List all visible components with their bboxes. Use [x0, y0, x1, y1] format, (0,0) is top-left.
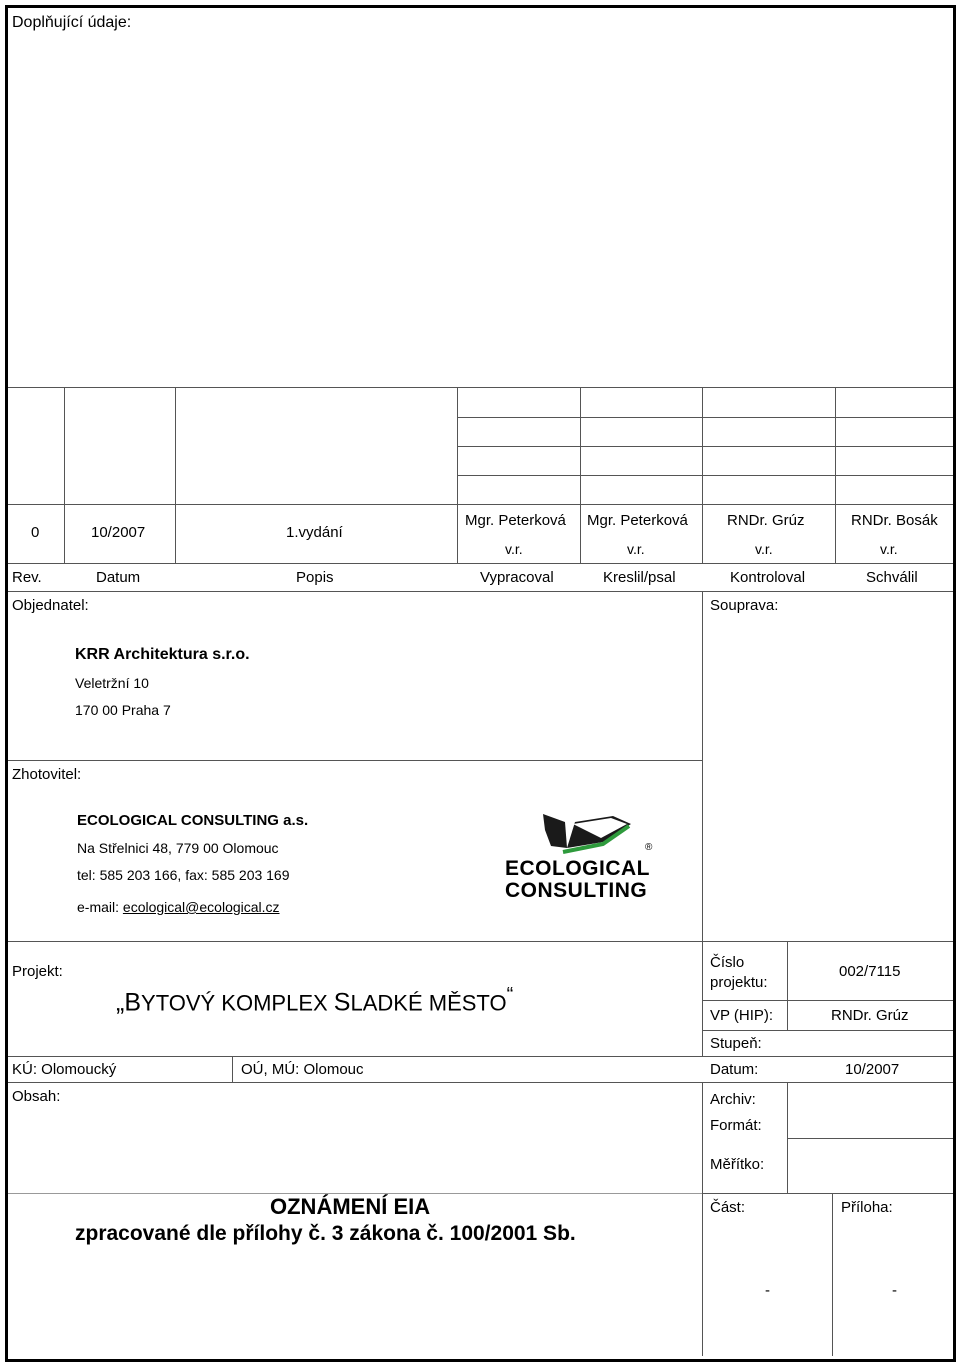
project-label: Projekt: [12, 963, 63, 980]
annex-label: Příloha: [841, 1199, 893, 1216]
header-prepared: Vypracoval [480, 569, 554, 586]
contractor-email-row [77, 900, 280, 914]
rev-drawn-by: Mgr. Peterková [587, 512, 688, 529]
archive-label: Archiv: [710, 1091, 756, 1108]
header-drawn: Kreslil/psal [603, 569, 676, 586]
header-description: Popis [296, 569, 334, 586]
email-link[interactable]: ecological@ecological.cz [122, 899, 280, 915]
vr-drawn: v.r. [627, 541, 645, 557]
table-top-line [8, 387, 953, 388]
contractor-address: Na Střelnici 48, 779 00 Olomouc [77, 840, 279, 856]
project-title: „BYTOVÝ KOMPLEX SLADKÉ MĚSTO“ [116, 984, 514, 1017]
document-title: OZNÁMENÍ EIA [270, 1194, 431, 1219]
header-date: Datum [96, 569, 141, 586]
header-rev: Rev. [12, 569, 42, 586]
client-name: KRR Architektura s.r.o. [75, 646, 250, 663]
contractor-phone: tel: 585 203 166, fax: 585 203 169 [77, 867, 290, 883]
content-label: Obsah: [12, 1088, 61, 1105]
date-value: 10/2007 [845, 1061, 900, 1078]
ku-authority: KÚ: Olomoucký [12, 1061, 117, 1078]
part-label: Část: [710, 1199, 746, 1216]
client-label: Objednatel: [12, 597, 89, 614]
project-number-label-1: Číslo [710, 954, 745, 971]
logo-line1: ECOLOGICAL [505, 857, 650, 880]
scale-label: Měřítko: [710, 1156, 765, 1173]
set-label: Souprava: [710, 597, 779, 614]
header-checked: Kontroloval [730, 569, 806, 586]
header-approved: Schválil [866, 569, 918, 586]
client-city: 170 00 Praha 7 [75, 702, 171, 718]
project-number: 002/7115 [839, 963, 901, 980]
vr-checked: v.r. [755, 541, 773, 557]
part-value: - [765, 1282, 770, 1299]
document-subtitle: zpracované dle přílohy č. 3 zákona č. 100/2001 Sb. [75, 1222, 576, 1245]
client-street: Veletržní 10 [75, 675, 149, 691]
vp-value: RNDr. Grúz [831, 1007, 909, 1024]
stage-label: Stupeň: [710, 1035, 762, 1052]
annex-value: - [892, 1282, 897, 1299]
rev-prepared-by: Mgr. Peterková [465, 512, 566, 529]
rev-checked-by: RNDr. Grúz [727, 512, 805, 529]
contractor-name: ECOLOGICAL CONSULTING a.s. [77, 812, 309, 829]
rev-description: 1.vydání [286, 524, 343, 541]
logo-registered: ® [645, 842, 653, 853]
rev-number: 0 [31, 524, 40, 541]
notes-label: Doplňující údaje: [12, 14, 132, 31]
ou-authority: OÚ, MÚ: Olomouc [241, 1061, 364, 1078]
rev-approved-by: RNDr. Bosák [851, 512, 938, 529]
butterfly-icon [503, 810, 663, 860]
company-logo [503, 810, 663, 902]
rev-date: 10/2007 [91, 524, 146, 541]
vp-label: VP (HIP): [710, 1007, 774, 1024]
logo-line2: CONSULTING [505, 879, 648, 902]
date-label: Datum: [710, 1061, 759, 1078]
email-label: e-mail: [77, 899, 123, 915]
format-label: Formát: [710, 1117, 762, 1134]
vr-prepared: v.r. [505, 541, 523, 557]
vr-approved: v.r. [880, 541, 898, 557]
project-number-label-2: projektu: [710, 974, 768, 991]
contractor-label: Zhotovitel: [12, 766, 82, 783]
